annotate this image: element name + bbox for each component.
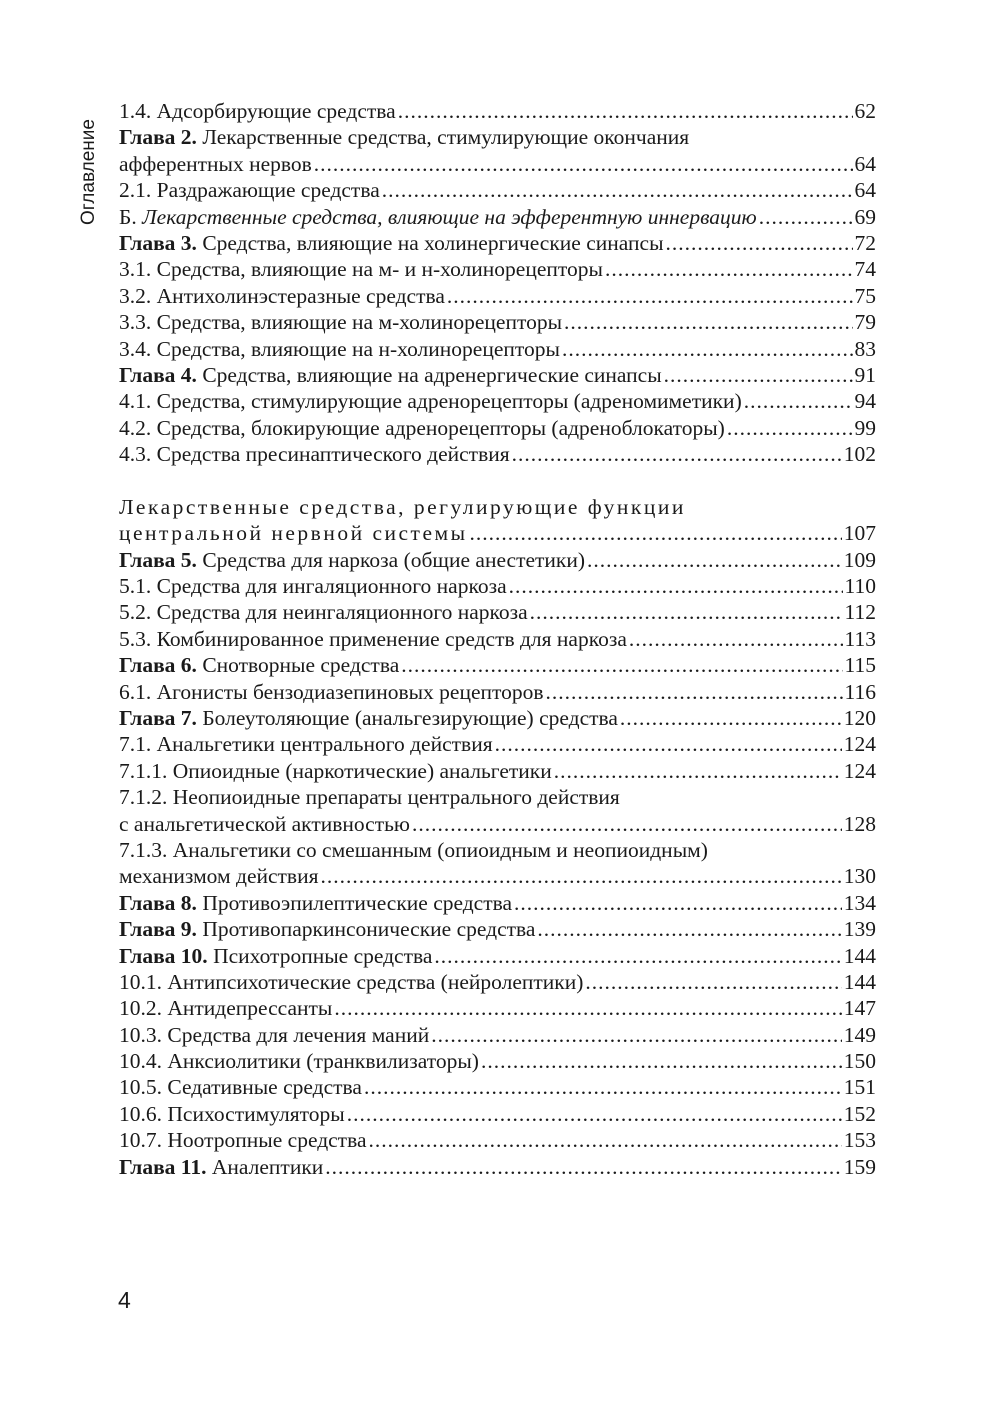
toc-page-number: 109: [843, 547, 876, 572]
entry-text: Аналептики: [206, 1154, 324, 1179]
chapter-label: Глава 9.: [119, 917, 197, 942]
entry-italic-text: Лекарственные средства, влияющие на эфферентную иннервацию: [142, 204, 757, 229]
leader-dots: [369, 1127, 842, 1153]
entry-text: 5.2. Средства для неингаляционного наркоза: [119, 600, 528, 625]
toc-entry-title: [119, 626, 627, 652]
toc-entry-title: [119, 151, 312, 177]
entry-text: 3.2. Антихолинэстеразные средства: [119, 283, 445, 308]
toc-entry: [119, 811, 876, 837]
leader-dots: [620, 705, 842, 731]
entry-text: 10.3. Средства для лечения маний: [119, 1022, 430, 1047]
toc-page-number: 74: [854, 257, 876, 282]
toc-entry: [119, 573, 876, 599]
leader-dots: [629, 626, 843, 652]
entry-text: 7.1.1. Опиоидные (наркотические) анальгетики: [119, 758, 552, 783]
toc-section-title-line-1: [119, 494, 876, 520]
toc-entry: [119, 388, 876, 414]
toc-entry-title: [119, 652, 399, 678]
toc-entry: [119, 705, 876, 731]
toc-entry: [119, 969, 876, 995]
entry-text: Болеутоляющие (анальгезирующие) средства: [196, 705, 618, 730]
leader-dots: [564, 309, 852, 335]
entry-text: 6.1. Агонисты бензодиазепиновых рецепторов: [119, 679, 544, 704]
entry-text: 10.7. Ноотропные средства: [119, 1128, 367, 1153]
toc-entry: [119, 151, 876, 177]
toc-entry-title: [119, 679, 544, 705]
entry-text: Средства для наркоза (общие анестетики): [196, 547, 586, 572]
toc-entry-title: [119, 1127, 367, 1153]
toc-entry-title: [119, 784, 620, 810]
toc-entry: [119, 626, 876, 652]
toc-page-number: 116: [844, 679, 876, 704]
leader-dots: [666, 230, 853, 256]
toc-page-number: 128: [843, 811, 876, 836]
section-title-line-1: Лекарственные средства, регулирующие функции: [119, 494, 686, 519]
toc-part-2: [119, 547, 876, 1180]
entry-text: с анальгетической активностью: [119, 811, 410, 836]
leader-dots: [412, 811, 842, 837]
toc-section-title-line-2: [119, 520, 876, 546]
toc-entry: [119, 1127, 876, 1153]
toc-entry: [119, 916, 876, 942]
toc-entry: [119, 177, 876, 203]
leader-dots: [434, 943, 841, 969]
chapter-label: Глава 2.: [119, 125, 197, 150]
toc-page-number: 153: [843, 1128, 876, 1153]
toc-page-number: 102: [843, 442, 876, 467]
entry-text: 10.2. Антидепрессанты: [119, 996, 333, 1021]
toc-entry-title: [119, 547, 585, 573]
toc-page-number: 130: [843, 864, 876, 889]
entry-text: 10.4. Анксиолитики (транквилизаторы): [119, 1049, 479, 1074]
leader-dots: [481, 1048, 842, 1074]
toc-page-number: 83: [854, 336, 876, 361]
entry-text: Снотворные средства: [196, 653, 400, 678]
entry-text: 4.1. Средства, стимулирующие адренорецепторы (адреномиметики): [119, 389, 742, 414]
toc-entry-title: [119, 256, 603, 282]
toc-page-number: 94: [854, 389, 876, 414]
entry-text: Противоэпилептические средства: [196, 890, 513, 915]
chapter-label: Глава 11.: [119, 1154, 207, 1179]
leader-dots: [546, 679, 843, 705]
toc-entry: [119, 1154, 876, 1180]
toc-entry-title: [119, 943, 432, 969]
leader-dots: [759, 204, 853, 230]
leader-dots: [537, 916, 841, 942]
leader-dots: [605, 256, 853, 282]
toc-entry-title: [119, 1101, 345, 1127]
entry-text: 3.3. Средства, влияющие на м-холинорецепторы: [119, 310, 563, 335]
toc-page-number: 152: [843, 1101, 876, 1126]
entry-text: Психотропные средства: [207, 943, 433, 968]
toc-entry-title: [119, 573, 507, 599]
section-gap: [119, 467, 876, 493]
toc-entry: [119, 415, 876, 441]
leader-dots: [587, 547, 842, 573]
toc-entry-title: [119, 916, 535, 942]
toc-entry-title: [119, 230, 664, 256]
toc-page-number: 147: [843, 996, 876, 1021]
toc-entry-title: [119, 362, 662, 388]
table-of-contents: [119, 98, 876, 1180]
toc-entry-title: [119, 758, 552, 784]
entry-text: 10.5. Седативные средства: [119, 1075, 362, 1100]
toc-page-number: 115: [844, 653, 876, 678]
toc-entry: [119, 98, 876, 124]
toc-entry: [119, 1074, 876, 1100]
toc-page-number: 64: [854, 178, 876, 203]
toc-entry: [119, 362, 876, 388]
leader-dots: [562, 336, 853, 362]
entry-text: 10.6. Психостимуляторы: [119, 1101, 345, 1126]
toc-entry: [119, 283, 876, 309]
entry-text: 4.3. Средства пресинаптического действия: [119, 442, 510, 467]
toc-entry: [119, 547, 876, 573]
toc-entry: [119, 230, 876, 256]
toc-page-number: 159: [843, 1154, 876, 1179]
toc-entry: [119, 784, 876, 810]
toc-page-number: 112: [844, 600, 876, 625]
toc-entry-title: [119, 1074, 362, 1100]
entry-text: Средства, влияющие на холинергические синапсы: [196, 230, 664, 255]
toc-entry: [119, 256, 876, 282]
leader-dots: [664, 362, 853, 388]
toc-page-number: 139: [843, 917, 876, 942]
leader-dots: [512, 441, 842, 467]
toc-entry-title: [119, 388, 742, 414]
toc-entry-title: [119, 969, 583, 995]
leader-dots: [495, 731, 842, 757]
leader-dots: [320, 863, 841, 889]
leader-dots: [744, 388, 853, 414]
leader-dots: [334, 995, 841, 1021]
chapter-label: Глава 7.: [119, 705, 197, 730]
toc-entry: [119, 731, 876, 757]
entry-text: 5.3. Комбинированное применение средств для наркоза: [119, 626, 627, 651]
toc-entry: [119, 652, 876, 678]
toc-entry-title: [119, 731, 493, 757]
entry-text: Средства, влияющие на адренергические синапсы: [196, 362, 662, 387]
chapter-label: Глава 5.: [119, 547, 197, 572]
leader-dots: [325, 1154, 841, 1180]
leader-dots: [401, 652, 842, 678]
chapter-label: Глава 6.: [119, 653, 197, 678]
toc-entry: [119, 837, 876, 863]
toc-entry-title: [119, 98, 396, 124]
leader-dots: [509, 573, 843, 599]
entry-text: 7.1.2. Неопиоидные препараты центрального действия: [119, 785, 620, 810]
toc-page-number: 69: [854, 204, 876, 229]
toc-entry: [119, 890, 876, 916]
toc-entry-title: [119, 309, 562, 335]
entry-text: 5.1. Средства для ингаляционного наркоза: [119, 574, 507, 599]
toc-entry-title: [119, 599, 528, 625]
leader-dots: [514, 890, 842, 916]
entry-text: механизмом действия: [119, 864, 319, 889]
entry-text: 7.1.3. Анальгетики со смешанным (опиоидным и неопиоидным): [119, 837, 708, 862]
toc-entry-title: [119, 124, 689, 150]
toc-entry-title: [119, 995, 332, 1021]
entry-text: 7.1. Анальгетики центрального действия: [119, 732, 493, 757]
leader-dots: [398, 98, 853, 124]
toc-entry: [119, 599, 876, 625]
toc-page-number: 124: [843, 758, 876, 783]
entry-text: 3.4. Средства, влияющие на н-холинорецепторы: [119, 336, 560, 361]
toc-entry-title: [119, 890, 512, 916]
toc-entry: [119, 309, 876, 335]
leader-dots: [470, 520, 842, 546]
leader-dots: [447, 283, 853, 309]
toc-page-number: 150: [843, 1049, 876, 1074]
toc-entry-title: [119, 837, 708, 863]
toc-part-1: [119, 98, 876, 467]
leader-dots: [347, 1101, 842, 1127]
chapter-label: Глава 4.: [119, 362, 197, 387]
toc-page-number: 144: [843, 943, 876, 968]
toc-entry: [119, 1022, 876, 1048]
toc-page-number: 144: [843, 969, 876, 994]
toc-entry: [119, 863, 876, 889]
toc-entry: [119, 1048, 876, 1074]
toc-entry-title: [119, 1154, 323, 1180]
toc-entry: [119, 441, 876, 467]
toc-entry: [119, 336, 876, 362]
entry-text: 2.1. Раздражающие средства: [119, 178, 380, 203]
toc-page-number: 120: [843, 705, 876, 730]
page-number: 4: [118, 1287, 131, 1313]
entry-text: 4.2. Средства, блокирующие адренорецепторы (адреноблокаторы): [119, 415, 725, 440]
toc-page-number: 113: [844, 626, 876, 651]
toc-page-number: 64: [854, 151, 876, 176]
toc-entry: [119, 204, 876, 230]
toc-entry-title: [119, 863, 318, 889]
toc-page-number: 75: [854, 283, 876, 308]
leader-dots: [554, 758, 842, 784]
leader-dots: [431, 1022, 842, 1048]
toc-page-number: 134: [843, 890, 876, 915]
entry-text: Б.: [119, 204, 143, 229]
toc-page-number: 62: [854, 99, 876, 123]
entry-text: 3.1. Средства, влияющие на м- и н-холинорецепторы: [119, 257, 603, 282]
toc-page-number: 99: [854, 415, 876, 440]
toc-page-number: 72: [854, 230, 876, 255]
entry-text: 1.4. Адсорбирующие средства: [119, 99, 396, 123]
entry-text: Лекарственные средства, стимулирующие окончания: [196, 125, 690, 150]
leader-dots: [364, 1074, 842, 1100]
toc-page-number: 151: [843, 1075, 876, 1100]
entry-text: афферентных нервов: [119, 151, 312, 176]
toc-entry-title: [119, 177, 380, 203]
toc-entry: [119, 758, 876, 784]
toc-entry-title: [119, 1022, 429, 1048]
entry-text: 10.1. Антипсихотические средства (нейролептики): [119, 969, 584, 994]
leader-dots: [530, 599, 843, 625]
section-title-line-2: центральной нервной системы: [119, 521, 468, 546]
chapter-label: Глава 3.: [119, 230, 197, 255]
toc-entry-title: [119, 705, 618, 731]
leader-dots: [585, 969, 841, 995]
toc-page-number: 107: [843, 521, 876, 546]
chapter-label: Глава 8.: [119, 890, 197, 915]
toc-entry: [119, 679, 876, 705]
toc-entry: [119, 995, 876, 1021]
toc-page-number: 79: [854, 310, 876, 335]
toc-entry-title: [119, 336, 560, 362]
leader-dots: [314, 151, 853, 177]
toc-page-number: 110: [844, 574, 876, 599]
toc-entry-title: [119, 811, 410, 837]
toc-entry-title: [119, 204, 757, 230]
chapter-label: Глава 10.: [119, 943, 208, 968]
entry-text: Противопаркинсонические средства: [196, 917, 536, 942]
toc-entry-title: [119, 283, 445, 309]
toc-entry-title: [119, 1048, 479, 1074]
toc-entry: [119, 943, 876, 969]
toc-page-number: 124: [843, 732, 876, 757]
toc-entry: [119, 1101, 876, 1127]
running-header-label: Оглавление: [78, 119, 99, 225]
leader-dots: [727, 415, 853, 441]
toc-page-number: 149: [843, 1022, 876, 1047]
toc-entry: [119, 124, 876, 150]
leader-dots: [382, 177, 853, 203]
toc-page-number: 91: [854, 362, 876, 387]
toc-entry-title: [119, 415, 725, 441]
toc-entry-title: [119, 441, 510, 467]
